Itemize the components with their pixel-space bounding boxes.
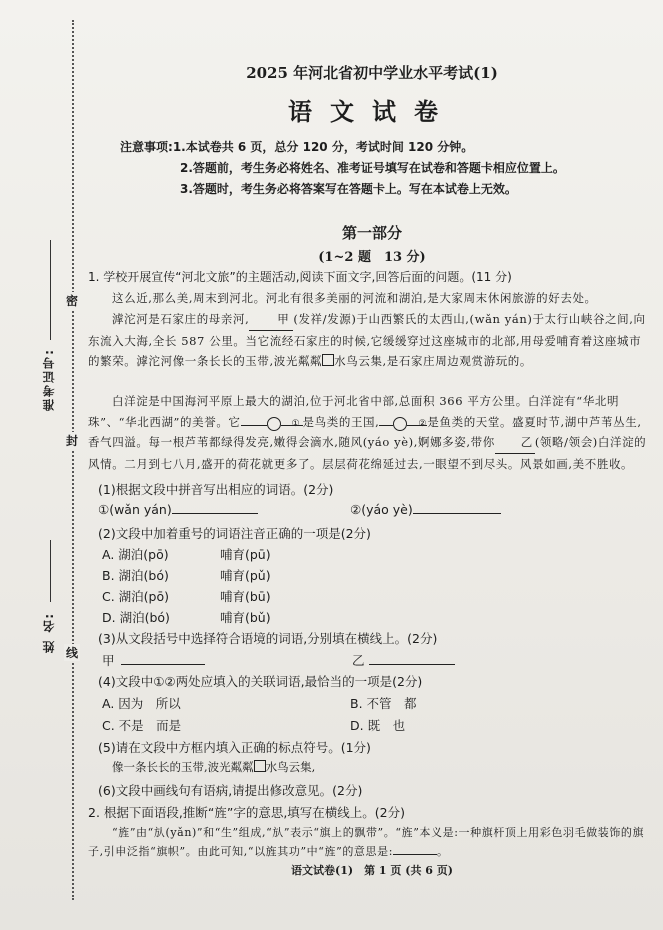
seal-char-feng: 封 <box>65 434 78 448</box>
q2-text: “旌”由“㫃(yǎn)”和“生”组成,“㫃”表示“旗上的飘带”。“旌”本义是:一种旗杆顶上用彩色羽毛做装饰的旗子,引申泛指“旗帜”。由此可知,“以旌其功”中“旌”的意思是: 。 <box>88 826 645 858</box>
answer-line <box>393 854 437 855</box>
notice-label: 注意事项: <box>120 140 173 154</box>
subject-title: 语文试卷 <box>288 97 456 126</box>
name-line <box>50 540 51 602</box>
option-c-word: 哺育(bū) <box>220 589 271 604</box>
q2-stem: 2. 根据下面语段,推断“旌”字的意思,填写在横线上。(2分) <box>88 805 406 820</box>
answer-line <box>172 513 258 514</box>
option-a: A. 湖泊(pō) <box>102 547 169 562</box>
answer-line <box>413 513 501 514</box>
seal-dotted-line <box>72 20 74 900</box>
q1-sub3: (3)从文段括号中选择符合语境的词语,分别填在横线上。(2分) <box>98 631 438 646</box>
q1-paragraph-1: 这么近,那么美,周末到河北。河北有很多美丽的河流和湖泊,是大家周末休闲旅游的好去处。 <box>112 291 597 305</box>
option-c: C. 湖泊(pō) <box>102 589 170 604</box>
notice-item: 1.本试卷共 6 页，总分 120 分，考试时间 120 分钟。 <box>172 140 474 154</box>
q1-sub2: (2)文段中加着重号的词语注音正确的一项是(2分) <box>98 526 371 541</box>
blank-yi: 乙 <box>495 432 535 454</box>
option-b-word: 哺育(pǔ) <box>220 568 271 583</box>
part-range: (1~2 题 13 分) <box>318 250 426 265</box>
sub4-option-b: B. 不管 都 <box>350 696 417 711</box>
q1-sub3-jia: 甲 <box>102 651 205 669</box>
blank-1: ① <box>267 417 281 431</box>
sub4-option-a: A. 因为 所以 <box>102 696 181 711</box>
notice-line-2: 2.答题前，考生务必将姓名、准考证号填写在试卷和答题卡相应位置上。 <box>180 161 565 175</box>
q1-sub5: (5)请在文段中方框内填入正确的标点符号。(1分) <box>98 740 371 755</box>
seal-char-mi: 密 <box>65 294 78 308</box>
q1-paragraph-3: 白洋淀是中国海河平原上最大的湖泊,位于河北省中部,总面积 366 平方公里。白洋淀有“华北明珠”、“华北西湖”的美誉。它 ① 是鸟类的王国, ②是鱼类的天堂。盛夏时节,湖中芦苇丛生,香气四溢。每一根芦苇都绿得发亮,嫩得会滴水,随风(yáo yè),婀娜多姿,带你 乙 (领略/领会)白洋淀的风情。二月到七八月,盛开的荷花就更多了。层层荷花绵延过去,一眼望不到尽头。风景如画,美不胜收。 <box>88 394 647 471</box>
page-footer: 语文试卷(1) 第 1 页 (共 6 页) <box>291 864 453 877</box>
punctuation-box <box>254 760 266 772</box>
blank-jia: 甲 <box>249 309 293 331</box>
exam-id-label: 准考证号: <box>42 348 56 411</box>
q1-sub1-a: ①(wǎn yán) <box>98 502 258 517</box>
q1-paragraph-2: 滹沱河是石家庄的母亲河, 甲 (发祥/发源)于山西繁氏的太西山,(wǎn yán)于太行山峡谷之间,向东流入大海,全长 587 公里。当它流经石家庄的时候,它缓缓穿过这座城市的北部,用母爱哺育着这座城市的繁荣。滹沱河像一条长长的玉带,波光粼粼 水鸟云集,是石家庄周边观赏游玩的。 <box>88 309 650 372</box>
part-title: 第一部分 <box>341 224 402 242</box>
sub4-option-d: D. 既 也 <box>350 718 406 733</box>
seal-char-xian: 线 <box>65 646 78 660</box>
exam-title: 2025 年河北省初中学业水平考试(1) <box>246 64 498 82</box>
q1-sub1: (1)根据文段中拼音写出相应的词语。(2分) <box>98 482 334 497</box>
option-a-word: 哺育(pū) <box>220 547 271 562</box>
answer-line <box>369 664 455 665</box>
notice-line-3: 3.答题时，考生务必将答案写在答题卡上。写在本试卷上无效。 <box>180 182 517 196</box>
q1-sub4: (4)文段中①②两处应填入的关联词语,最恰当的一项是(2分) <box>98 674 423 689</box>
q1-stem: 1. 学校开展宣传“河北文旅”的主题活动,阅读下面文字,回答后面的问题。(11 分) <box>88 270 512 284</box>
q1-sub5-quote: 像一条长长的玉带,波光粼粼 水鸟云集, <box>112 760 316 774</box>
blank-2: ② <box>393 417 407 431</box>
notice-line-1 <box>120 138 473 155</box>
binding-margin <box>0 0 86 930</box>
punctuation-box <box>322 354 334 366</box>
sub4-option-c: C. 不是 而是 <box>102 718 182 733</box>
name-label: 姓 名: <box>42 612 56 653</box>
option-d-word: 哺育(bǔ) <box>220 610 271 625</box>
option-b: B. 湖泊(bó) <box>102 568 169 583</box>
option-d: D. 湖泊(bó) <box>102 610 170 625</box>
exam-id-line <box>50 240 51 340</box>
q1-sub3-yi: 乙 <box>352 651 455 669</box>
q1-sub6: (6)文段中画线句有语病,请提出修改意见。(2分) <box>98 783 363 798</box>
q1-sub1-b: ②(yáo yè) <box>350 502 501 517</box>
answer-line <box>121 664 205 665</box>
